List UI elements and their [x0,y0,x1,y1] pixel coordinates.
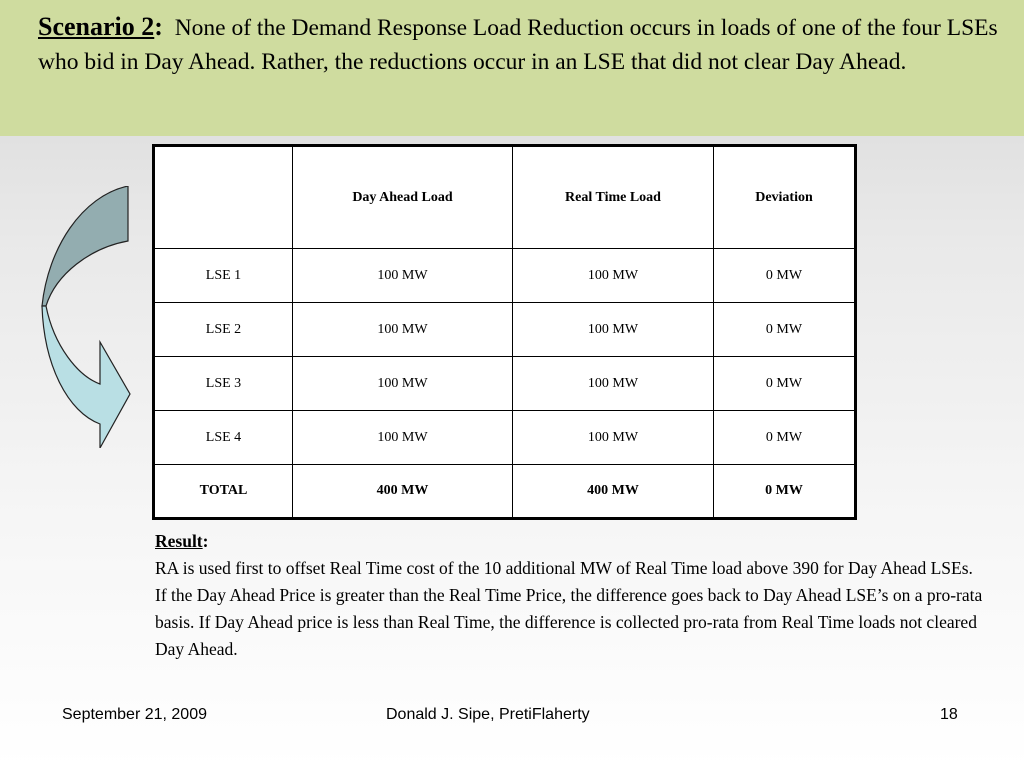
column-header: Day Ahead Load [293,146,513,249]
load-table [152,144,857,520]
table-cell: LSE 1 [154,249,293,303]
table-cell: LSE 4 [154,411,293,465]
table-cell: LSE 2 [154,303,293,357]
table-cell: 100 MW [293,411,513,465]
table-cell: 0 MW [714,357,856,411]
table-cell: TOTAL [154,465,293,519]
table-cell: 100 MW [513,411,714,465]
column-header: Real Time Load [513,146,714,249]
table-total-row [154,465,856,519]
scenario-description: None of the Demand Response Load Reduction occurs in loads of one of the four LSEs who bid in Day Ahead. Rather, the reductions occur in an LSE that did not clear Day Ahead. [38,15,998,75]
table-cell: 0 MW [714,303,856,357]
table-row [154,411,856,465]
table-cell: 100 MW [293,249,513,303]
column-header: Deviation [714,146,856,249]
table-cell: 400 MW [293,465,513,519]
result-heading [155,528,985,555]
result-label: Result [155,531,203,551]
curved-arrow-icon [38,186,132,448]
scenario-colon: : [154,12,163,41]
table-cell: 400 MW [513,465,714,519]
result-block [155,528,985,663]
table-cell: 0 MW [714,249,856,303]
table-cell: 0 MW [714,411,856,465]
result-colon: : [202,531,209,551]
scenario-label: Scenario 2 [38,12,155,41]
slide-title [38,10,1010,79]
table-cell: LSE 3 [154,357,293,411]
page-number: 18 [940,706,958,723]
footer-date: September 21, 2009 [62,706,207,723]
table-cell: 0 MW [714,465,856,519]
table-cell: 100 MW [293,357,513,411]
table-cell: 100 MW [293,303,513,357]
column-header [154,146,293,249]
table-header-row [154,146,856,249]
table-cell: 100 MW [513,357,714,411]
result-text: RA is used first to offset Real Time cost of the 10 additional MW of Real Time load above 390 for Day Ahead LSEs. If the Day Ahead Price is greater than the Real Time Price, the difference goes back to Day Ahead LSE’s on a pro-rata basis. If Day Ahead price is less than Real Time, the difference is collected pro-rata from Real Time loads not cleared Day Ahead. [155,558,983,659]
table-cell: 100 MW [513,303,714,357]
table-row [154,303,856,357]
table-row [154,357,856,411]
table-cell: 100 MW [513,249,714,303]
footer-author: Donald J. Sipe, PretiFlaherty [386,706,590,723]
table-row [154,249,856,303]
